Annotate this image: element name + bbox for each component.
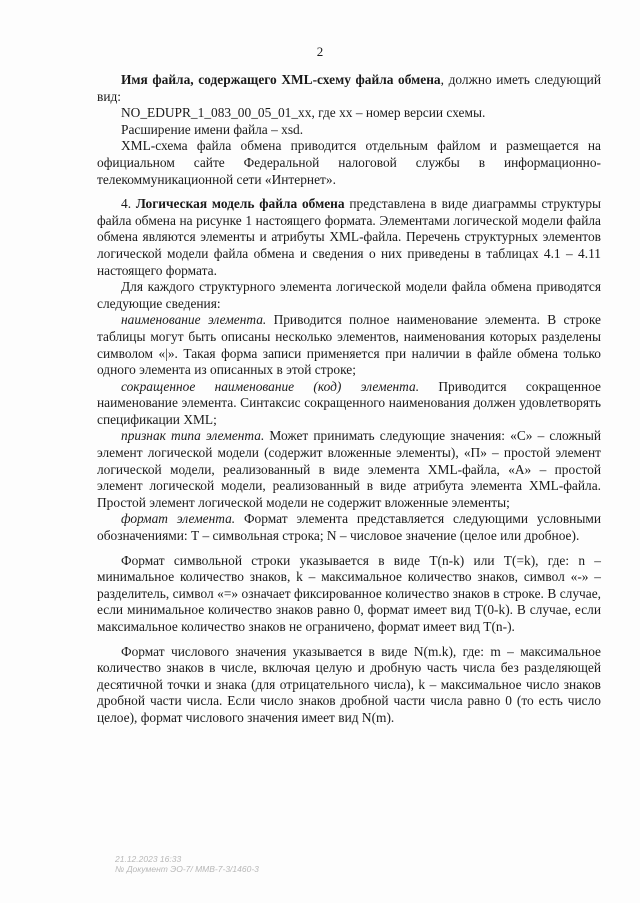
section-number: 4.: [121, 196, 136, 212]
document-body: [97, 72, 601, 727]
paragraph-text: представлена в виде диаграммы структуры файла обмена на рисунке 1 настоящего формата. Элементами логической модели файла обмена являются элементы и атрибуты XML-файла. Перечень структурных элементов логической модели файла обмена и сведения о них приведены в таблицах 4.1 – 4.11 настоящего формата.: [97, 196, 602, 278]
paragraph-text: Формат элемента представляется следующими условными обозначениями: Т – символьная строка; N – числовое значение (целое или дробное).: [97, 511, 601, 544]
paragraph-element-info-intro: Для каждого структурного элемента логической модели файла обмена приводятся следующие сведения:: [97, 279, 601, 311]
paragraph-number-format: Формат числового значения указывается в виде N(m.k), где: m – максимальное количество знаков в числе, включая целую и дробную часть числа без разделяющей десятичной точки и знака (для отрицательного числа), k – максимальное число знаков дробной части числа. Если число знаков дробной части числа равно 0 (то есть число целое), формат числового значения имеет вид N(m).: [97, 643, 601, 725]
paragraph-element-name: [97, 312, 601, 378]
italic-term: формат элемента.: [121, 511, 236, 527]
document-stamp: [115, 854, 259, 874]
paragraph-string-format: Формат символьной строки указывается в виде Т(n-k) или Т(=k), где: n – минимальное количество знаков, k – максимальное количество знаков, символ «-» – разделитель, символ «=» означает фиксированное количество знаков в строке. В случае, если минимальное количество знаков равно 0, формат имеет вид Т(0-k). В случае, если максимальное количество знаков не ограничено, формат имеет вид Т(n-).: [97, 552, 601, 634]
stamp-date: 21.12.2023 16:33: [115, 854, 182, 864]
italic-term: признак типа элемента.: [121, 428, 265, 444]
paragraph-text: Приводится сокращенное наименование элемента. Синтаксис сокращенного наименования должен удовлетворять спецификации XML;: [97, 378, 601, 427]
paragraph-logical-model: [97, 196, 601, 279]
stamp-document-id: № Документ ЭО-7/ ММВ-7-3/1460-3: [115, 864, 259, 874]
paragraph-element-format: [97, 511, 601, 544]
paragraph-element-code: [97, 379, 601, 429]
paragraph-schema-name: NO_EDUPR_1_083_00_05_01_xx, где хх – номер версии схемы.: [121, 105, 486, 121]
paragraph-file-name: [97, 72, 601, 105]
italic-term: сокращенное наименование (код) элемента.: [121, 378, 420, 394]
paragraph-extension: Расширение имени файла – xsd.: [121, 121, 304, 137]
bold-term: Логическая модель файла обмена: [135, 196, 345, 212]
paragraph-text: Приводится полное наименование элемента. В строке таблицы могут быть описаны несколько элементов, наименования которых разделены символом «|». Такая форма записи применяется при наличии в файле обмена только одного элемента из описанных в этой строке;: [97, 312, 601, 378]
italic-term: наименование элемента.: [121, 312, 267, 328]
page-number: 2: [316, 44, 324, 59]
paragraph-element-type: [97, 428, 601, 511]
bold-term: Имя файла, содержащего XML-схему файла обмена: [121, 72, 441, 87]
paragraph-text: Может принимать следующие значения: «С» – сложный элемент логической модели (содержит вложенные элементы), «П» – простой элемент логической модели, реализованный в виде элемента XML-файла, «А» – простой элемент логической модели, реализованный в виде атрибута элемента XML-файла. Простой элемент логической модели не содержит вложенные элементы;: [97, 428, 601, 510]
paragraph-text: , должно иметь следующий вид:: [97, 72, 601, 104]
paragraph-schema-publication: XML-схема файла обмена приводится отдельным файлом и размещается на официальном сайте Федеральной налоговой службы в информационно-телекоммуникационной сети «Интернет».: [97, 138, 601, 187]
